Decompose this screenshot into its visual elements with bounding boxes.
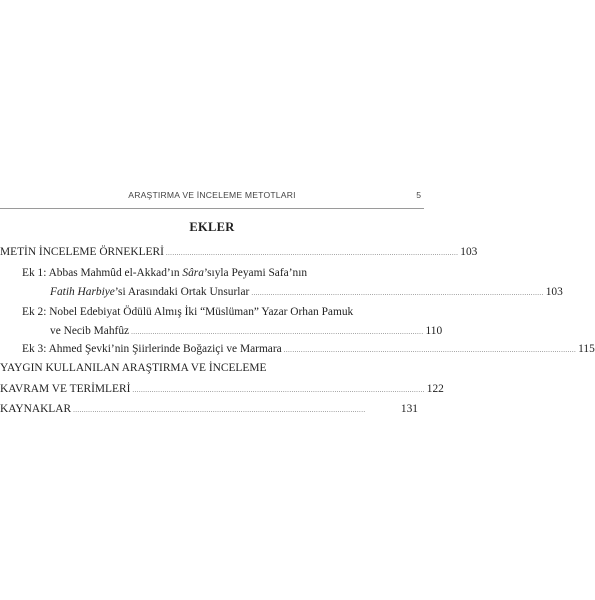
toc-entry-ek2-line1[interactable] xyxy=(22,304,418,320)
page-number: 5 xyxy=(416,190,421,200)
toc-entry-label: Ek 3: Ahmed Şevki’nin Şiirlerinde Boğaziçi ve Marmara xyxy=(22,343,282,355)
running-header-title: ARAŞTIRMA VE İNCELEME METOTLARI xyxy=(128,190,296,200)
toc-leader-dots: ........................................................................................................................................ xyxy=(73,406,366,414)
toc-leader-dots: ........................................................................................................................................ xyxy=(251,289,544,297)
toc-leader-dots: ........................................................................................................................................ xyxy=(165,249,459,257)
toc-entry-page: 103 xyxy=(460,246,478,258)
toc-entry-ek1-line1[interactable] xyxy=(22,265,418,281)
toc-leader-dots: ........................................................................................................................................ xyxy=(131,328,424,336)
toc-entry-ek2-line2[interactable] xyxy=(50,323,443,339)
section-title: EKLER xyxy=(189,220,235,234)
toc-entry-italic-title: Fatih Harbiye xyxy=(50,286,115,298)
toc-entry-label: KAYNAKLAR xyxy=(0,403,72,415)
toc-entry-ek1-line2[interactable] xyxy=(50,284,563,300)
toc-leader-dots: ........................................................................................................................................ xyxy=(132,386,425,394)
toc-entry-label: YAYGIN KULLANILAN ARAŞTIRMA VE İNCELEME xyxy=(0,362,267,374)
toc-entry-page: 122 xyxy=(426,383,444,395)
toc-entry-page: 110 xyxy=(425,325,443,337)
toc-entry-label: ve Necib Mahfûz xyxy=(50,325,130,337)
toc-entry-label: Ek 2: Nobel Edebiyat Ödülü Almış İki “Müslüman” Yazar Orhan Pamuk xyxy=(22,306,354,318)
toc-leader-dots: ........................................................................................................................................ xyxy=(283,346,577,354)
toc-entry-label-rest: ’sıyla Peyami Safa’nın xyxy=(203,267,308,279)
toc-entry-label-rest: ’si Arasındaki Ortak Unsurlar xyxy=(114,286,250,298)
header-rule xyxy=(0,208,424,209)
toc-entry-page: 103 xyxy=(545,286,563,298)
toc-entry-yaygin-line2[interactable] xyxy=(0,381,444,397)
toc-entry-label: METİN İNCELEME ÖRNEKLERİ xyxy=(0,246,164,258)
running-header xyxy=(0,190,424,204)
toc-entry-metin-inceleme[interactable] xyxy=(0,244,478,260)
toc-entry-yaygin-line1[interactable] xyxy=(0,360,418,376)
toc-entry-ek3[interactable] xyxy=(22,341,595,357)
toc-entry-kaynaklar[interactable] xyxy=(0,401,418,417)
toc-entry-italic-title: Sâra xyxy=(182,267,204,279)
toc-entry-label: Ek 1: Abbas Mahmûd el-Akkad’ın xyxy=(22,267,183,279)
toc-entry-page: 115 xyxy=(578,343,595,355)
toc-entry-label: KAVRAM VE TERİMLERİ xyxy=(0,383,131,395)
toc-entry-page: 131 xyxy=(400,403,418,415)
